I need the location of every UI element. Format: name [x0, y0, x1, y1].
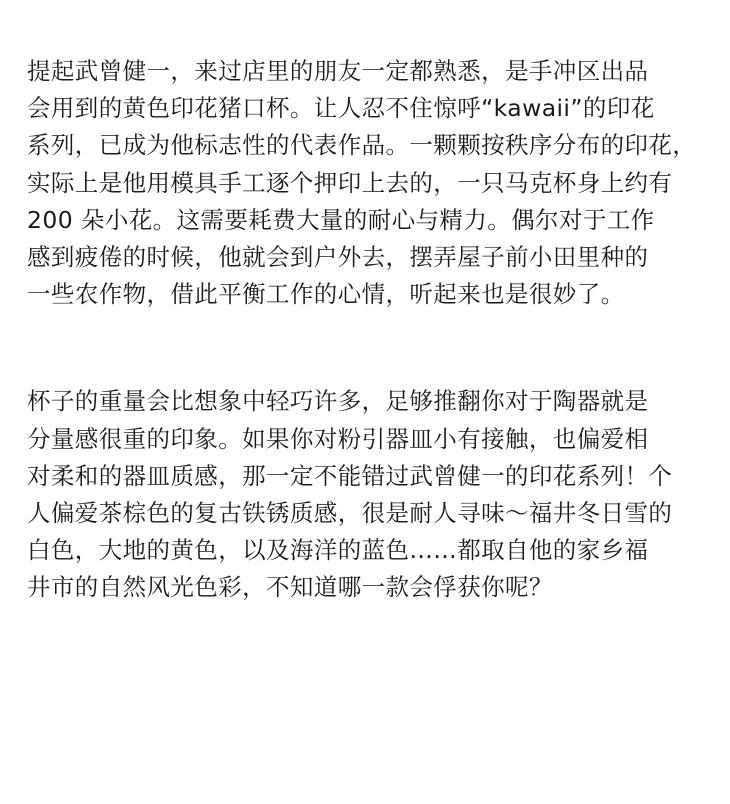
text-line: 分量感很重的印象。如果你对粉引器皿小有接触，也偏爱相	[27, 424, 649, 453]
text-line: 井市的自然风光色彩，不知道哪一款会俘获你呢？	[27, 573, 553, 602]
text-line: 人偏爱茶棕色的复古铁锈质感，很是耐人寻味～福井冬日雪的	[27, 498, 673, 527]
paragraph-gap	[27, 313, 717, 383]
text-line: 系列，已成为他标志性的代表作品。一颗颗按秩序分布的印花，	[27, 131, 697, 160]
text-line: 200 朵小花。这需要耗费大量的耐心与精力。偶尔对于工作	[27, 205, 655, 234]
paragraph-2	[27, 383, 717, 606]
text-line: 实际上是他用模具手工逐个押印上去的，一只马克杯身上约有	[27, 168, 673, 197]
text-line: 会用到的黄色印花猪口杯。让人忍不住惊呼“kawaii”的印花	[27, 94, 655, 123]
text-line: 白色，大地的黄色，以及海洋的蓝色……都取自他的家乡福	[27, 536, 649, 565]
paragraph-1	[27, 53, 717, 313]
text-line: 对柔和的器皿质感，那一定不能错过武曾健一的印花系列！个	[27, 461, 673, 490]
text-line: 一些农作物，借此平衡工作的心情，听起来也是很妙了。	[27, 280, 625, 309]
text-line: 感到疲倦的时候，他就会到户外去，摆弄屋子前小田里种的	[27, 242, 649, 271]
article-body	[27, 53, 717, 606]
text-line: 杯子的重量会比想象中轻巧许多，足够推翻你对于陶器就是	[27, 387, 649, 416]
text-line: 提起武曾健一，来过店里的朋友一定都熟悉，是手冲区出品	[27, 57, 649, 85]
